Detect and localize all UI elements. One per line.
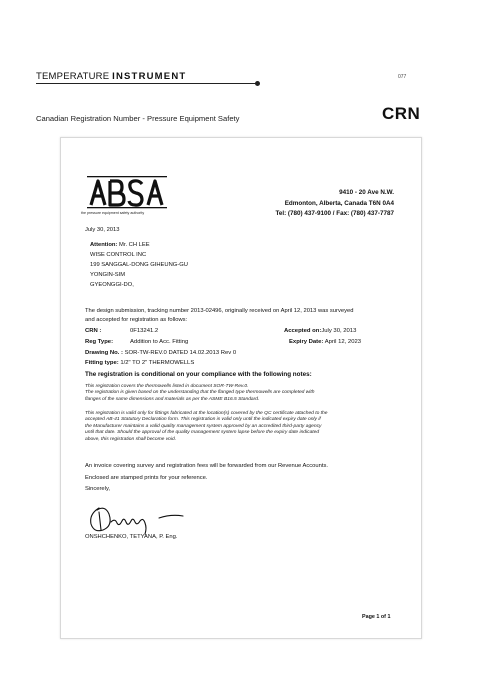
title-prefix: TEMPERATURE: [36, 71, 110, 82]
address-line-3: Tel: (780) 437-9100 / Fax: (780) 437-7787: [275, 210, 394, 217]
note-1-line-1: This registration covers the thermowells listed in document SOR-TW-Rev.0.: [85, 384, 249, 389]
crn-heading: CRN: [382, 104, 421, 123]
recipient-line-3: YONGIN-SIM: [90, 272, 126, 278]
crn-value: 0F13241.2: [130, 328, 159, 334]
fitting-label: Fitting type:: [85, 360, 119, 366]
drawing-label: Drawing No. :: [85, 350, 123, 356]
address-line-2: Edmonton, Alberta, Canada T6N 0A4: [284, 199, 394, 207]
reg-type-label: Reg Type:: [85, 339, 114, 345]
drawing-row: [85, 350, 236, 356]
conditions-heading: The registration is conditional on your compliance with the following notes:: [85, 371, 312, 378]
note-1-line-3: flanges of the same dimensions and materials as per the ASME B16.5 Standard.: [85, 396, 260, 402]
signer-name: ONSHCHENKO, TETYANA, P. Eng.: [85, 534, 178, 540]
note-1: [85, 384, 314, 403]
signature: [85, 500, 195, 536]
logo-tagline: the pressure equipment safety authority: [81, 211, 145, 215]
title-bold: INSTRUMENT: [112, 71, 187, 82]
expiry-label: Expiry Date:: [289, 339, 324, 345]
note-2: [85, 411, 327, 443]
crn-row: [85, 328, 159, 334]
page-footer: Page 1 of 1: [362, 614, 391, 620]
recipient-line-2: 199 SANGGAL-DONG GIHEUNG-GU: [90, 262, 188, 268]
accepted-row: [284, 328, 356, 334]
note-2-line-5: above, this registration shall become void.: [85, 436, 177, 442]
letterhead-address: [250, 188, 394, 220]
attention-name: Mr. CH LEE: [119, 242, 150, 248]
drawing-value: SOR-TW-REV.0 DATED 14.02.2013 Rev 0: [124, 350, 237, 356]
closing-line-2: Enclosed are stamped prints for your reference.: [85, 475, 208, 481]
note-2-line-3: the Manufacturer maintains a valid quality management system approved by an accredited third-party agency: [85, 423, 322, 429]
attention-label: Attention:: [90, 242, 118, 248]
expiry-value: April 12, 2023: [324, 339, 362, 345]
address-line-1: 9410 - 20 Ave N.W.: [339, 189, 394, 196]
reg-type-value: Addition to Acc. Fitting: [130, 339, 189, 345]
page-header-title: [36, 71, 186, 82]
recipient-line-4: GYEONGGI-DO,: [90, 282, 134, 288]
sincerely: Sincerely,: [85, 486, 111, 492]
note-2-line-2: accepted AB-41 Statutory Declaration form. This registration is valid only until the indicated expiry date only if: [85, 417, 321, 423]
note-2-line-4: until that date. Should the approval of the quality management system lapse before the expiry date indicated: [85, 430, 320, 436]
section-subtitle: Canadian Registration Number - Pressure Equipment Safety: [36, 114, 240, 123]
intro-line-2: and accepted for registration as follows:: [85, 317, 188, 323]
crn-label: CRN :: [85, 328, 102, 334]
fitting-row: [85, 360, 194, 366]
note-2-line-1: This registration is valid only for fittings fabricated at the location(s) covered by the QC certificate attached to the: [85, 411, 328, 416]
note-1-line-2: The registration is given based on the understanding that the flanged type thermowells are completed with: [85, 390, 315, 396]
page-number: 077: [398, 74, 407, 80]
closing-line-1: An invoice covering survey and registration fees will be forwarded from our Revenue Accounts.: [85, 463, 328, 469]
accepted-label: Accepted on:: [284, 328, 322, 334]
recipient-line-1: WISE CONTROL INC: [90, 252, 147, 258]
expiry-row: [289, 339, 361, 345]
header-rule: [36, 83, 256, 84]
reg-type-row: [85, 339, 189, 345]
accepted-value: July 30, 2013: [321, 328, 357, 334]
fitting-value: 1/2" TO 2" THERMOWELLS: [120, 360, 195, 366]
intro-line-1: The design submission, tracking number 2013-02496, originally received on April 12, 2013 was surveyed: [85, 308, 354, 314]
letter-date: July 30, 2013: [85, 227, 120, 233]
header-rule-dot: [255, 81, 260, 86]
attention-line: [90, 242, 150, 248]
